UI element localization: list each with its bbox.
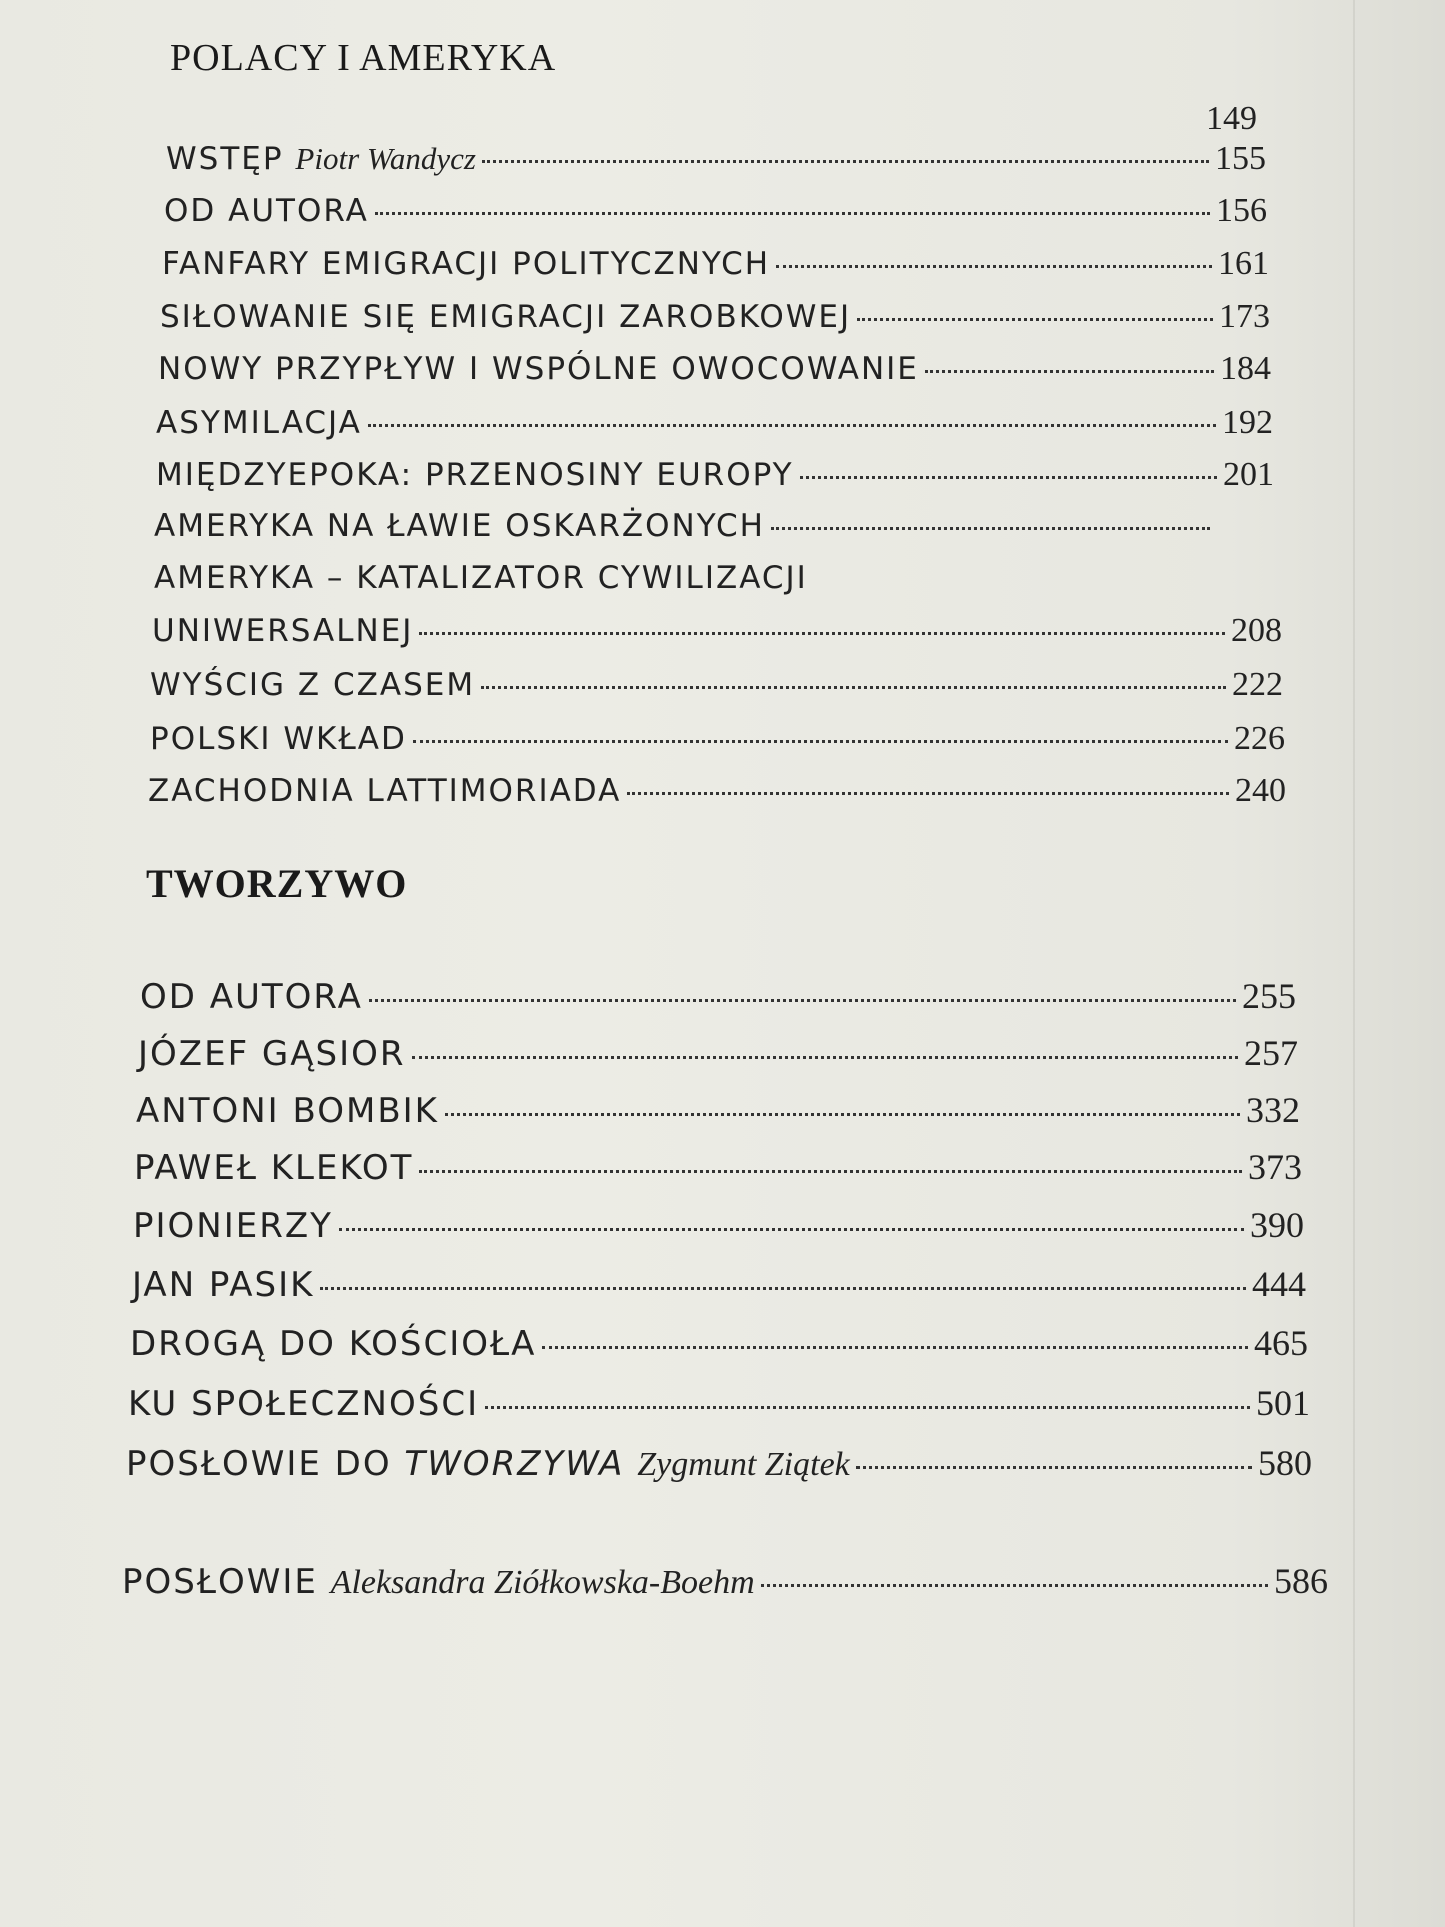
leader-dots <box>368 424 1216 427</box>
toc-page-number: 255 <box>1242 976 1296 1016</box>
leader-dots <box>800 476 1217 479</box>
leader-dots <box>856 1466 1252 1469</box>
toc-page-number: 586 <box>1274 1561 1328 1601</box>
leader-dots <box>369 999 1236 1002</box>
toc-page-number: 332 <box>1246 1090 1300 1130</box>
toc-entry-jozef-gasior: JÓZEF GĄSIOR 257 <box>138 1033 1298 1074</box>
leader-dots <box>419 1170 1242 1173</box>
toc-page-number: 208 <box>1231 612 1282 649</box>
toc-entry-ameryka-katalizator: UNIWERSALNEJ 208 <box>152 612 1282 649</box>
toc-entry-wstep: WSTĘP Piotr Wandycz 155 <box>166 140 1266 177</box>
leader-dots <box>482 160 1209 163</box>
toc-page-number: 580 <box>1258 1443 1312 1483</box>
leader-dots <box>413 740 1228 743</box>
toc-entry-poslowie-do-tworzywa: POSŁOWIE DO TWORZYWA Zygmunt Ziątek 580 <box>126 1443 1312 1484</box>
leader-dots <box>857 318 1213 321</box>
section-title-polacy-i-ameryka: POLACY I AMERYKA <box>170 37 557 79</box>
toc-page-number: 465 <box>1254 1323 1308 1363</box>
toc-page-number: 226 <box>1234 720 1285 757</box>
toc-first-page-number: 149 <box>1206 100 1257 137</box>
leader-dots <box>542 1346 1248 1349</box>
toc-entry-silowanie: SIŁOWANIE SIĘ EMIGRACJI ZAROBKOWEJ 173 <box>160 298 1270 335</box>
toc-page-number: 222 <box>1232 666 1283 703</box>
toc-entry-wyscig: WYŚCIG Z CZASEM 222 <box>150 666 1283 703</box>
toc-entry-jan-pasik: JAN PASIK 444 <box>132 1264 1306 1305</box>
toc-entry-miedzyepoka: MIĘDZYEPOKA: PRZENOSINY EUROPY 201 <box>156 456 1274 493</box>
toc-page-number: 156 <box>1216 192 1267 229</box>
page-edge-shadow <box>1353 0 1355 1927</box>
leader-dots <box>627 792 1229 795</box>
toc-page-number: 501 <box>1256 1383 1310 1423</box>
toc-entry-asymilacja: ASYMILACJA 192 <box>156 404 1273 441</box>
section-title-tworzywo: TWORZYWO <box>146 861 408 906</box>
leader-dots <box>339 1228 1244 1231</box>
toc-entry-ameryka-katalizator-line1: AMERYKA – KATALIZATOR CYWILIZACJI <box>154 560 808 596</box>
leader-dots <box>761 1584 1268 1587</box>
toc-entry-fanfary: FANFARY EMIGRACJI POLITYCZNYCH 161 <box>162 245 1269 282</box>
leader-dots <box>925 370 1214 373</box>
toc-entry-nowy-przyplyw: NOWY PRZYPŁYW I WSPÓLNE OWOCOWANIE 184 <box>158 350 1271 387</box>
toc-page-number: 201 <box>1223 456 1274 493</box>
toc-page-number: 155 <box>1215 140 1266 177</box>
toc-page-number: 373 <box>1248 1147 1302 1187</box>
leader-dots <box>481 686 1226 689</box>
toc-page-number: 257 <box>1244 1033 1298 1073</box>
toc-page-number: 161 <box>1218 245 1269 282</box>
toc-entry-droga-do-kosciola: DROGĄ DO KOŚCIOŁA 465 <box>130 1323 1308 1364</box>
toc-entry-ameryka-na-lawie: AMERYKA NA ŁAWIE OSKARŻONYCH <box>154 508 1216 544</box>
leader-dots <box>485 1406 1250 1409</box>
toc-entry-pawel-klekot: PAWEŁ KLEKOT 373 <box>134 1147 1302 1188</box>
toc-page-number: 444 <box>1252 1264 1306 1304</box>
toc-page-number: 184 <box>1220 350 1271 387</box>
toc-entry-polski-wklad: POLSKI WKŁAD 226 <box>150 720 1285 757</box>
toc-page-number: 173 <box>1219 298 1270 335</box>
toc-entry-antoni-bombik: ANTONI BOMBIK 332 <box>136 1090 1300 1131</box>
toc-entry-zachodnia-lattimoriada: ZACHODNIA LATTIMORIADA 240 <box>148 772 1286 809</box>
toc-entry-ku-spolecznosci: KU SPOŁECZNOŚCI 501 <box>128 1383 1310 1424</box>
leader-dots <box>419 632 1225 635</box>
toc-page-number: 240 <box>1235 772 1286 809</box>
leader-dots <box>320 1287 1246 1290</box>
toc-entry-od-autora-2: OD AUTORA 255 <box>140 976 1296 1017</box>
leader-dots <box>776 265 1212 268</box>
toc-entry-poslowie: POSŁOWIE Aleksandra Ziółkowska-Boehm 586 <box>122 1561 1328 1602</box>
leader-dots <box>412 1056 1238 1059</box>
leader-dots <box>375 212 1210 215</box>
toc-page-number: 390 <box>1250 1205 1304 1245</box>
toc-entry-od-autora-1: OD AUTORA 156 <box>164 192 1267 229</box>
toc-entry-pionierzy: PIONIERZY 390 <box>133 1205 1304 1246</box>
leader-dots <box>445 1113 1240 1116</box>
toc-page-number: 192 <box>1222 404 1273 441</box>
leader-dots <box>771 527 1210 530</box>
